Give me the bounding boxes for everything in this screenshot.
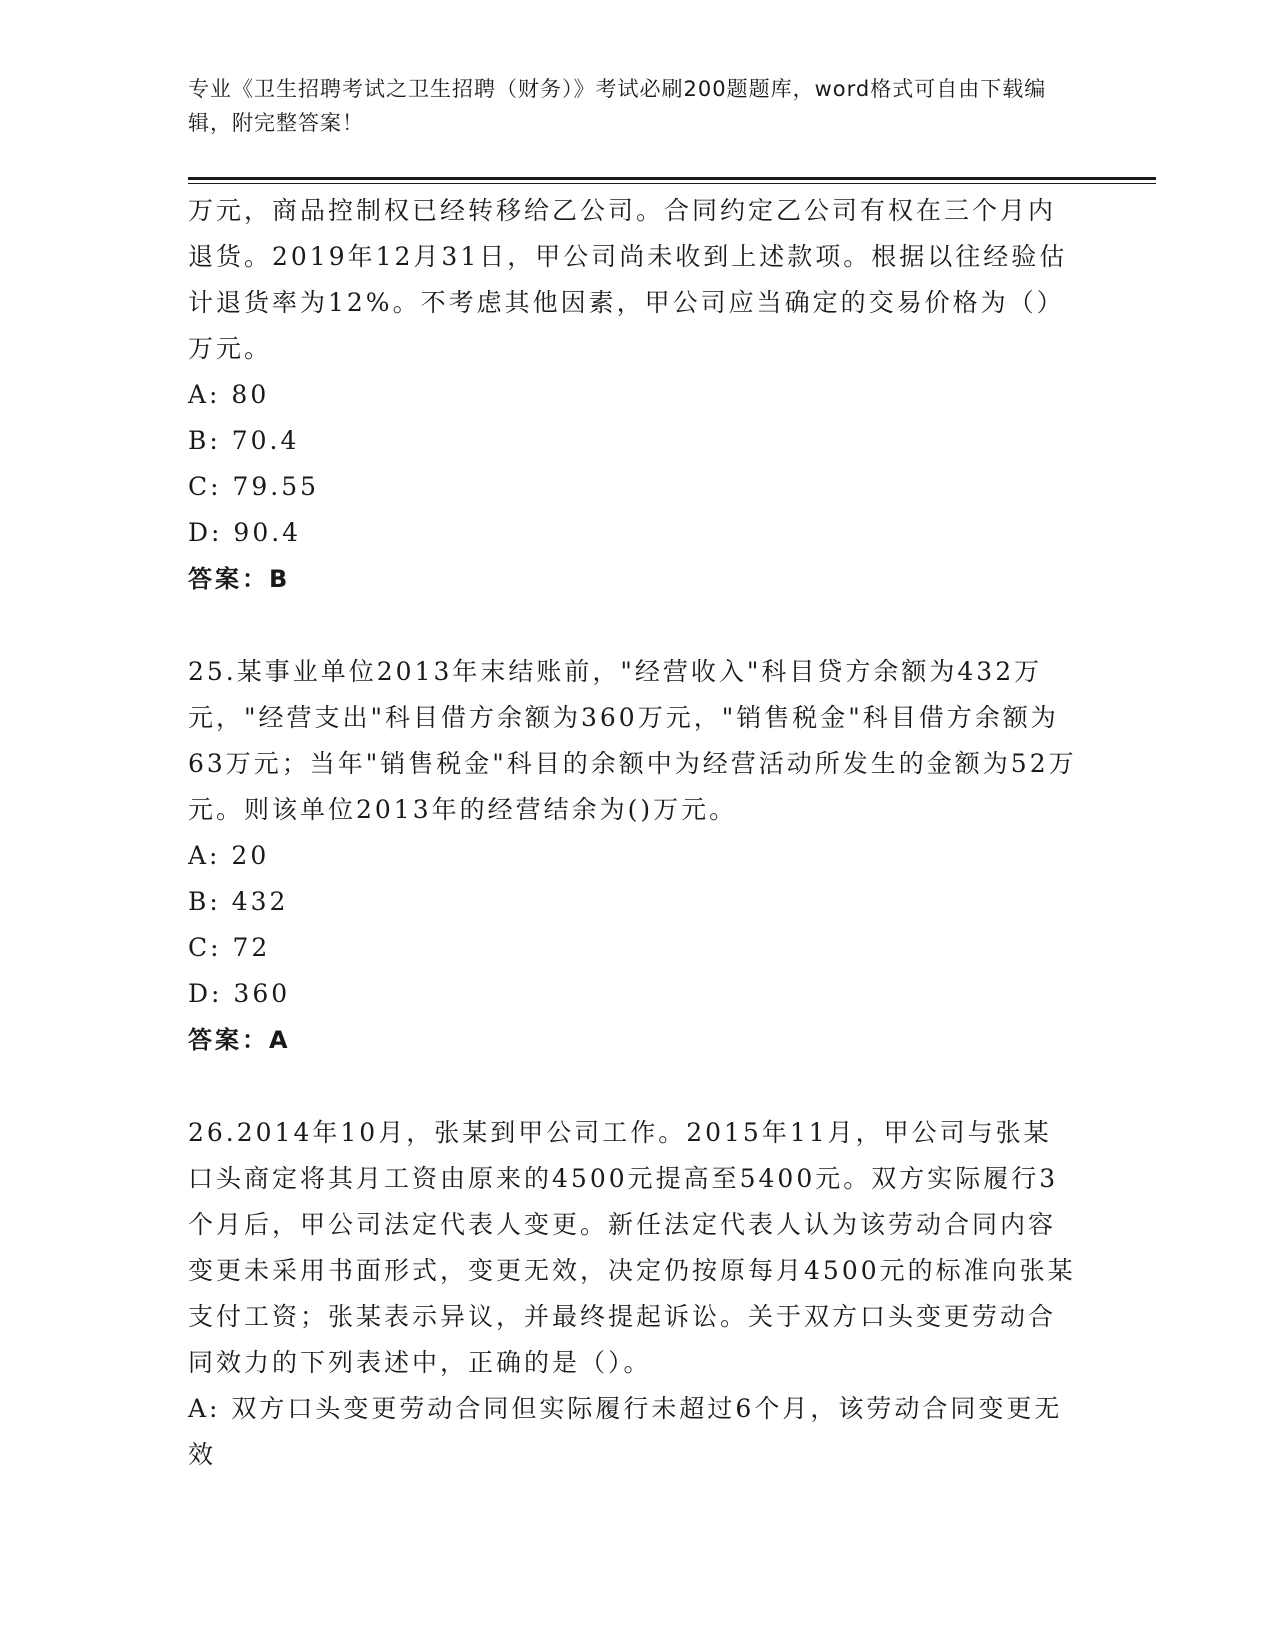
question-stem: 25.某事业单位2013年末结账前，"经营收入"科目贷方余额为432万元，"经营支出"科目借方余额为360万元，"销售税金"科目借方余额为63万元；当年"销售税金"科目的余额中为经营活动所发生的金额为52万元。则该单位2013年的经营结余为()万元。 [188, 657, 1077, 824]
question-gap [188, 1063, 1078, 1110]
option-d: D: 360 [188, 979, 291, 1008]
header-rule-thin [188, 183, 1156, 184]
option-c: C: 72 [188, 933, 271, 962]
question-gap [188, 602, 1078, 649]
question-stem: 万元，商品控制权已经转移给乙公司。合同约定乙公司有权在三个月内退货。2019年12月31日，甲公司尚未收到上述款项。根据以往经验估计退货率为12%。不考虑其他因素，甲公司应当确定的交易价格为（）万元。 [188, 196, 1068, 363]
header-rule-thick [188, 177, 1156, 180]
option-d: D: 90.4 [188, 518, 302, 547]
option-b: B: 70.4 [188, 426, 300, 455]
answer-line: 答案：B [188, 565, 291, 593]
option-a: A: 80 [188, 380, 270, 409]
document-body [188, 188, 1078, 1478]
document-header: 专业《卫生招聘考试之卫生招聘（财务）》考试必刷200题题库，word格式可自由下载编辑，附完整答案！ [188, 77, 1047, 135]
question-25 [188, 649, 1078, 1063]
option-c: C: 79.55 [188, 472, 320, 501]
question-stem: 26.2014年10月，张某到甲公司工作。2015年11月，甲公司与张某口头商定将其月工资由原来的4500元提高至5400元。双方实际履行3个月后，甲公司法定代表人变更。新任法定代表人认为该劳动合同内容变更未采用书面形式，变更无效，决定仍按原每月4500元的标准向张某支付工资；张某表示异议，并最终提起诉讼。关于双方口头变更劳动合同效力的下列表述中，正确的是（）。 [188, 1118, 1076, 1377]
option-a: A: 双方口头变更劳动合同但实际履行未超过6个月，该劳动合同变更无效 [188, 1394, 1063, 1469]
option-a: A: 20 [188, 841, 270, 870]
option-b: B: 432 [188, 887, 289, 916]
question-24 [188, 188, 1078, 602]
question-26 [188, 1110, 1078, 1478]
answer-line: 答案：A [188, 1026, 291, 1054]
